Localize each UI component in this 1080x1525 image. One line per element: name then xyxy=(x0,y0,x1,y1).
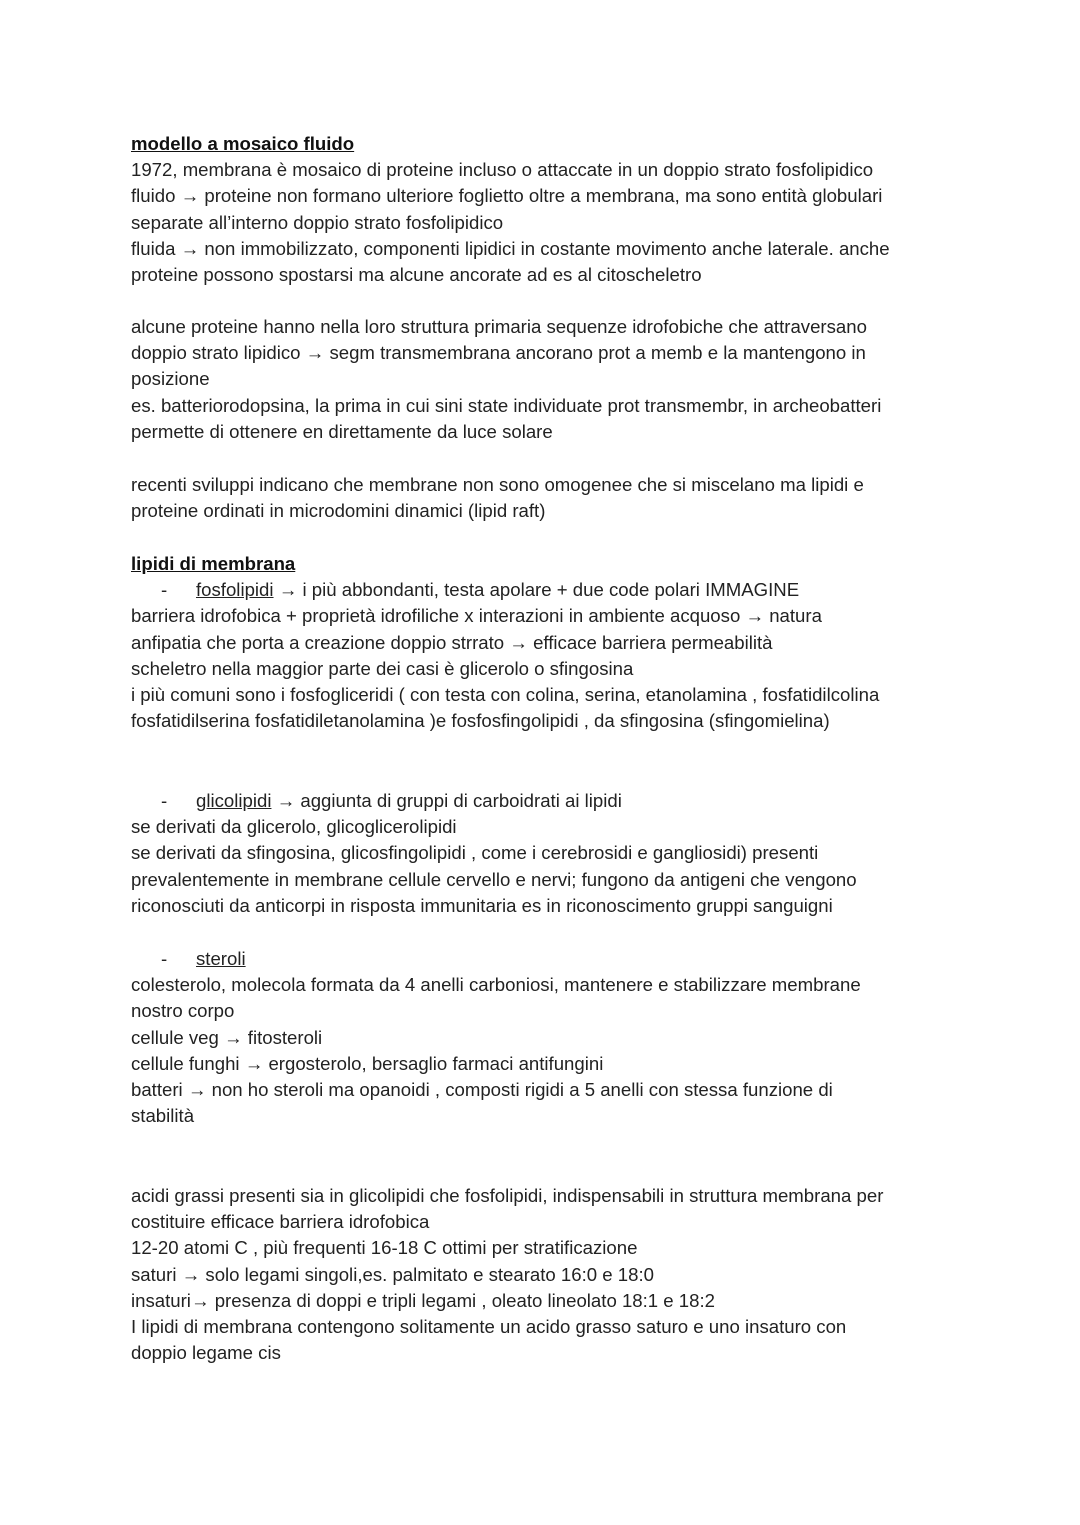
text-line: se derivati da sfingosina, glicosfingolipidi , come i cerebrosidi e gangliosidi) presenti xyxy=(131,842,819,864)
text-line: separate all’interno doppio strato fosfolipidico xyxy=(131,211,504,233)
text-line: fluida → non immobilizzato, componenti lipidici in costante movimento anche laterale. anche xyxy=(131,237,890,259)
text-line: costituire efficace barriera idrofobica xyxy=(131,1211,430,1233)
text-line: se derivati da glicerolo, glicoglicerolipidi xyxy=(131,816,457,838)
text-line: proteine possono spostarsi ma alcune ancorate ad es al citoscheletro xyxy=(131,264,702,286)
text-line: fosfatidilserina fosfatidiletanolamina )e fosfosfingolipidi , da sfingosina (sfingomielina) xyxy=(131,710,830,732)
bullet-fosfolipidi xyxy=(131,577,1031,603)
text-line: i più comuni sono i fosfogliceridi ( con testa con colina, serina, etanolamina , fosfatidilcolina xyxy=(131,684,880,706)
text-line: recenti sviluppi indicano che membrane non sono omogenee che si miscelano ma lipidi e xyxy=(131,474,864,495)
text-line: scheletro nella maggior parte dei casi è glicerolo o sfingosina xyxy=(131,657,634,679)
text-line: colesterolo, molecola formata da 4 anelli carboniosi, mantenere e stabilizzare membrane xyxy=(131,974,861,996)
section-heading: modello a mosaico fluido xyxy=(131,133,355,154)
text-line: cellule funghi → ergosterolo, bersaglio farmaci antifungini xyxy=(131,1052,604,1074)
section-heading: lipidi di membrana xyxy=(131,553,296,574)
term-fosfolipidi: fosfolipidi xyxy=(196,579,274,601)
text-line: alcune proteine hanno nella loro struttura primaria sequenze idrofobiche che attraversano xyxy=(131,316,867,337)
text-line: anfipatia che porta a creazione doppio strrato → efficace barriera permeabilità xyxy=(131,631,773,653)
text-line: cellule veg → fitosteroli xyxy=(131,1026,323,1048)
text-line: prevalentemente in membrane cellule cervello e nervi; fungono da antigeni che vengono xyxy=(131,868,857,890)
text-line: fluido → proteine non formano ulteriore foglietto oltre a membrana, ma sono entità globulari xyxy=(131,185,883,207)
paragraph-transmembrane xyxy=(131,314,1031,445)
text-line: 1972, membrana è mosaico di proteine incluso o attaccate in un doppio strato fosfolipidico xyxy=(131,159,874,181)
bullet-text: → aggiunta di gruppi di carboidrati ai lipidi xyxy=(271,790,622,811)
bullet-block-steroli xyxy=(131,946,1031,1129)
text-line: I lipidi di membrana contengono solitamente un acido grasso saturo e uno insaturo con xyxy=(131,1316,847,1338)
text-line: nostro corpo xyxy=(131,1000,235,1022)
text-line: batteri → non ho steroli ma opanoidi , composti rigidi a 5 anelli con stessa funzione di xyxy=(131,1079,833,1101)
bullet-text: → i più abbondanti, testa apolare + due code polari IMMAGINE xyxy=(273,579,800,601)
text-line: insaturi→ presenza di doppi e tripli legami , oleato lineolato 18:1 e 18:2 xyxy=(131,1289,715,1311)
bullet-dash: - xyxy=(161,948,168,969)
text-line: riconosciuti da anticorpi in risposta immunitaria es in riconoscimento gruppi sanguigni xyxy=(131,894,833,916)
text-line: posizione xyxy=(131,368,210,390)
paragraph-lipid-raft xyxy=(131,472,1031,524)
bullet-glicolipidi xyxy=(131,788,1031,814)
term-glicolipidi: glicolipidi xyxy=(196,790,272,811)
text-line: es. batteriorodopsina, la prima in cui sini state individuate prot transmembr, in archeobatteri xyxy=(131,394,882,416)
text-line: proteine ordinati in microdomini dinamici (lipid raft) xyxy=(131,500,546,522)
text-line: permette di ottenere en direttamente da luce solare xyxy=(131,420,553,442)
term-steroli: steroli xyxy=(196,948,246,969)
bullet-dash: - xyxy=(161,790,168,811)
bullet-dash: - xyxy=(161,579,168,601)
text-line: doppio strato lipidico → segm transmembrana ancorano prot a memb e la mantengono in xyxy=(131,342,866,364)
bullet-block-glicolipidi xyxy=(131,788,1031,919)
text-line: doppio legame cis xyxy=(131,1342,281,1364)
text-line: acidi grassi presenti sia in glicolipidi che fosfolipidi, indispensabili in struttura membrana per xyxy=(131,1185,884,1206)
text-line: barriera idrofobica + proprietà idrofiliche x interazioni in ambiente acquoso → natura xyxy=(131,605,822,627)
section-fluid-mosaic xyxy=(131,131,1031,288)
text-line: 12-20 atomi C , più frequenti 16-18 C ottimi per stratificazione xyxy=(131,1237,638,1259)
bullet-steroli xyxy=(131,946,1031,972)
text-line: saturi → solo legami singoli,es. palmitato e stearato 16:0 e 18:0 xyxy=(131,1263,654,1285)
text-line: stabilità xyxy=(131,1105,195,1127)
paragraph-fatty-acids xyxy=(131,1183,1031,1366)
section-membrane-lipids xyxy=(131,551,1031,734)
